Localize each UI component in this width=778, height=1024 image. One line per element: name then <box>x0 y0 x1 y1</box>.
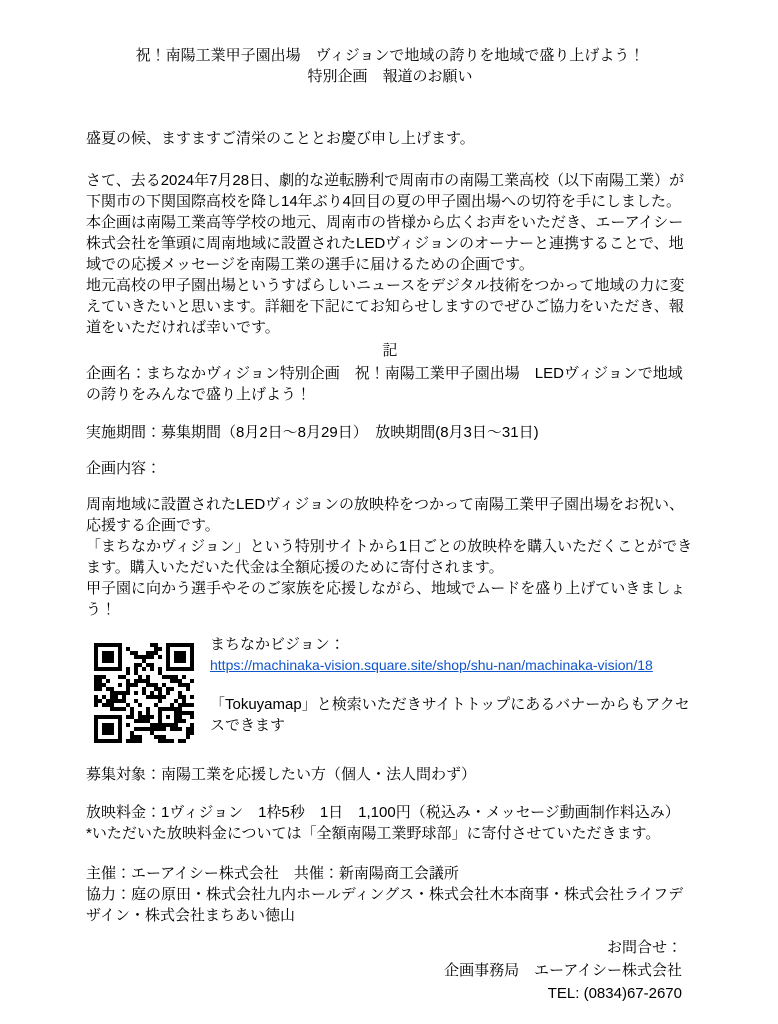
content-paragraph: 「まちなかヴィジョン」という特別サイトから1日ごとの放映枠を購入いただくことができます。購入いただいた代金は全額応援のために寄付されます。 <box>86 538 693 576</box>
content-paragraph: 甲子園に向かう選手やそのご家族を応援しながら、地域でムードを盛り上げていきましょう！ <box>86 580 686 618</box>
vision-site-label: まちなかビジョン： <box>210 636 345 653</box>
content-paragraph: 周南地域に設置されたLEDヴィジョンの放映枠をつかって南陽工業甲子園出場をお祝い、応援する企画です。 <box>86 496 684 534</box>
fee-line: 放映料金：1ヴィジョン 1枠5秒 1日 1,100円（税込み・メッセージ動画制作料込み） <box>86 804 680 821</box>
recruitment-target-line: 募集対象：南陽工業を応援したい方（個人・法人問わず） <box>86 766 477 783</box>
plan-name-line: 企画名：まちなかヴィジョン特別企画 祝！南陽工業甲子園出場 LEDヴィジョンで地域の誇りをみんなで盛り上げよう！ <box>86 365 683 403</box>
fee-note-line: *いただいた放映料金については「全額南陽工業野球部」に寄付させていただきます。 <box>86 825 661 842</box>
document-body <box>86 45 694 1005</box>
vision-site-text <box>210 634 694 736</box>
title-line-1: 祝！南陽工業甲子園出場 ヴィジョンで地域の誇りを地域で盛り上げよう！ <box>135 47 645 64</box>
organizer-section <box>86 863 694 926</box>
greeting-line: 盛夏の候、ますますご清栄のこととお慶び申し上げます。 <box>86 130 475 147</box>
paragraph-announcement: さて、去る2024年7月28日、劇的な逆転勝利で周南市の南陽工業高校（以下南陽工業）が下関市の下関国際高校を降し14年ぶり4回目の夏の甲子園出場への切符を手にしました。 <box>86 172 685 210</box>
contact-office: 企画事務局 エーアイシー株式会社 <box>444 962 682 979</box>
fee-section <box>86 802 694 844</box>
intro-paragraphs <box>86 170 694 338</box>
period-line: 実施期間：募集期間（8月2日～8月29日） 放映期間(8月3日～31日) <box>86 424 539 441</box>
contact-label: お問合せ： <box>606 939 682 956</box>
vision-search-note: 「Tokuyamap」と検索いただきサイトトップにあるバナーからもアクセスできます <box>210 696 690 734</box>
qr-code <box>94 643 194 743</box>
cooperation-line: 協力：庭の原田・株式会社九内ホールディングス・株式会社木本商事・株式会社ライフデザイン・株式会社まちあい徳山 <box>86 886 684 924</box>
paragraph-press-request: 地元高校の甲子園出場というすばらしいニュースをデジタル技術をつかって地域の力に変えていきたいと思います。詳細を下記にてお知らせしますのでぜひご協力をいただき、報道をいただければ幸いです。 <box>86 277 685 336</box>
organizer-line: 主催：エーアイシー株式会社 共催：新南陽商工会議所 <box>86 865 459 882</box>
record-marker: 記 <box>382 342 398 359</box>
content-description <box>86 494 694 620</box>
contact-block <box>86 936 694 1005</box>
content-section-label: 企画内容： <box>86 460 162 477</box>
title-line-2: 特別企画 報道のお願い <box>307 68 473 85</box>
vision-site-link[interactable]: https://machinaka-vision.square.site/shop/shu-nan/machinaka-vision/18 <box>210 657 653 673</box>
vision-site-block <box>86 636 694 743</box>
contact-tel: TEL: (0834)67-2670 <box>547 985 682 1002</box>
paragraph-project-overview: 本企画は南陽工業高等学校の地元、周南市の皆様から広くお声をいただき、エーアイシー株式会社を筆頭に周南地域に設置されたLEDヴィジョンのオーナーと連携することで、地域での応援メッセージを南陽工業の選手に届けるための企画です。 <box>86 214 684 273</box>
document-title <box>86 45 694 87</box>
